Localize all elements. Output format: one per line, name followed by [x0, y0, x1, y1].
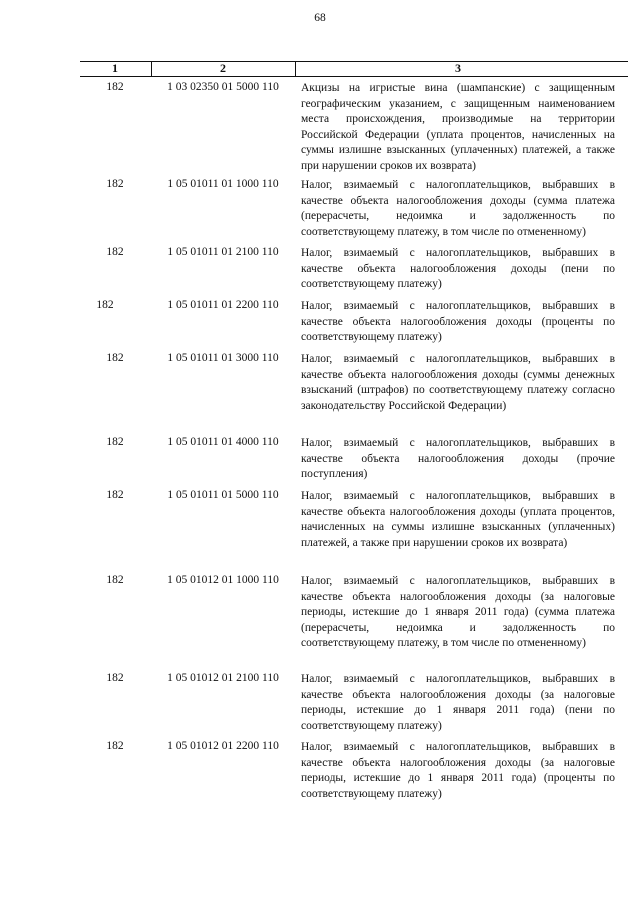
row-10-kbk: 1 05 01012 01 2200 110	[167, 740, 279, 752]
row-6-kbk: 1 05 01011 01 4000 110	[167, 436, 279, 448]
row-7-code: 182	[106, 489, 124, 501]
row-5-description: Налог, взимаемый с налогоплательщиков, выбравших в качестве объекта налогообложения доходы (суммы денежных взысканий (штрафов) по соответствующему платежу согласно законодательству Российской Федерации)	[301, 353, 615, 412]
column-header-3: 3	[455, 61, 461, 75]
column-header-1: 1	[112, 61, 118, 75]
row-8-description: Налог, взимаемый с налогоплательщиков, выбравших в качестве объекта налогообложения доходы (за налоговые периоды, истекшие до 1 января 2011 года) (сумма платежа (перерасчеты, недоимка и задолженность по соответствующему платежу, в том числе по отмененному)	[301, 575, 615, 650]
row-4-kbk: 1 05 01011 01 2200 110	[167, 299, 279, 311]
column-header-2: 2	[220, 61, 226, 75]
row-3-code: 182	[106, 246, 124, 258]
row-9-code: 182	[106, 672, 124, 684]
row-6-code: 182	[106, 436, 124, 448]
row-2-kbk: 1 05 01011 01 1000 110	[167, 178, 279, 190]
row-8-kbk: 1 05 01012 01 1000 110	[167, 574, 279, 586]
row-9-kbk: 1 05 01012 01 2100 110	[167, 672, 279, 684]
row-1-kbk: 1 03 02350 01 5000 110	[167, 81, 279, 93]
row-9-description: Налог, взимаемый с налогоплательщиков, выбравших в качестве объекта налогообложения доходы (за налоговые периоды, истекшие до 1 января 2011 года) (пени по соответствующему платежу)	[301, 673, 615, 732]
row-1-description: Акцизы на игристые вина (шампанские) с защищенным географическим указанием, с защищенным наименованием места происхождения, производимые на территории Российской Федерации (уплата процентов, начисленных на суммы излишне взысканных (уплаченных) платежей, а также при нарушении сроков их возврата)	[301, 82, 615, 172]
column-divider	[295, 61, 296, 77]
row-2-description: Налог, взимаемый с налогоплательщиков, выбравших в качестве объекта налогообложения доходы (сумма платежа (перерасчеты, недоимка и задолженность по соответствующему платежу, в том числе по отмененному)	[301, 179, 615, 238]
column-divider	[151, 61, 152, 77]
row-5-code: 182	[106, 352, 124, 364]
row-3-description: Налог, взимаемый с налогоплательщиков, выбравших в качестве объекта налогообложения доходы (пени по соответствующему платежу)	[301, 247, 615, 291]
row-10-code: 182	[106, 740, 124, 752]
row-3-kbk: 1 05 01011 01 2100 110	[167, 246, 279, 258]
table-header-rule	[80, 76, 628, 77]
row-4-code: 182	[96, 299, 114, 311]
page-number: 68	[314, 12, 326, 24]
row-4-description: Налог, взимаемый с налогоплательщиков, выбравших в качестве объекта налогообложения доходы (проценты по соответствующему платежу)	[301, 300, 615, 344]
row-7-kbk: 1 05 01011 01 5000 110	[167, 489, 279, 501]
row-5-kbk: 1 05 01011 01 3000 110	[167, 352, 279, 364]
row-1-code: 182	[106, 81, 124, 93]
row-8-code: 182	[106, 574, 124, 586]
row-6-description: Налог, взимаемый с налогоплательщиков, выбравших в качестве объекта налогообложения доходы (прочие поступления)	[301, 437, 615, 481]
row-7-description: Налог, взимаемый с налогоплательщиков, выбравших в качестве объекта налогообложения доходы (уплата процентов, начисленных на суммы излишне взысканных (уплаченных) платежей, а также при нарушении сроков их возврата)	[301, 490, 615, 549]
row-2-code: 182	[106, 178, 124, 190]
row-10-description: Налог, взимаемый с налогоплательщиков, выбравших в качестве объекта налогообложения доходы (за налоговые периоды, истекшие до 1 января 2011 года) (проценты по соответствующему платежу)	[301, 741, 615, 800]
